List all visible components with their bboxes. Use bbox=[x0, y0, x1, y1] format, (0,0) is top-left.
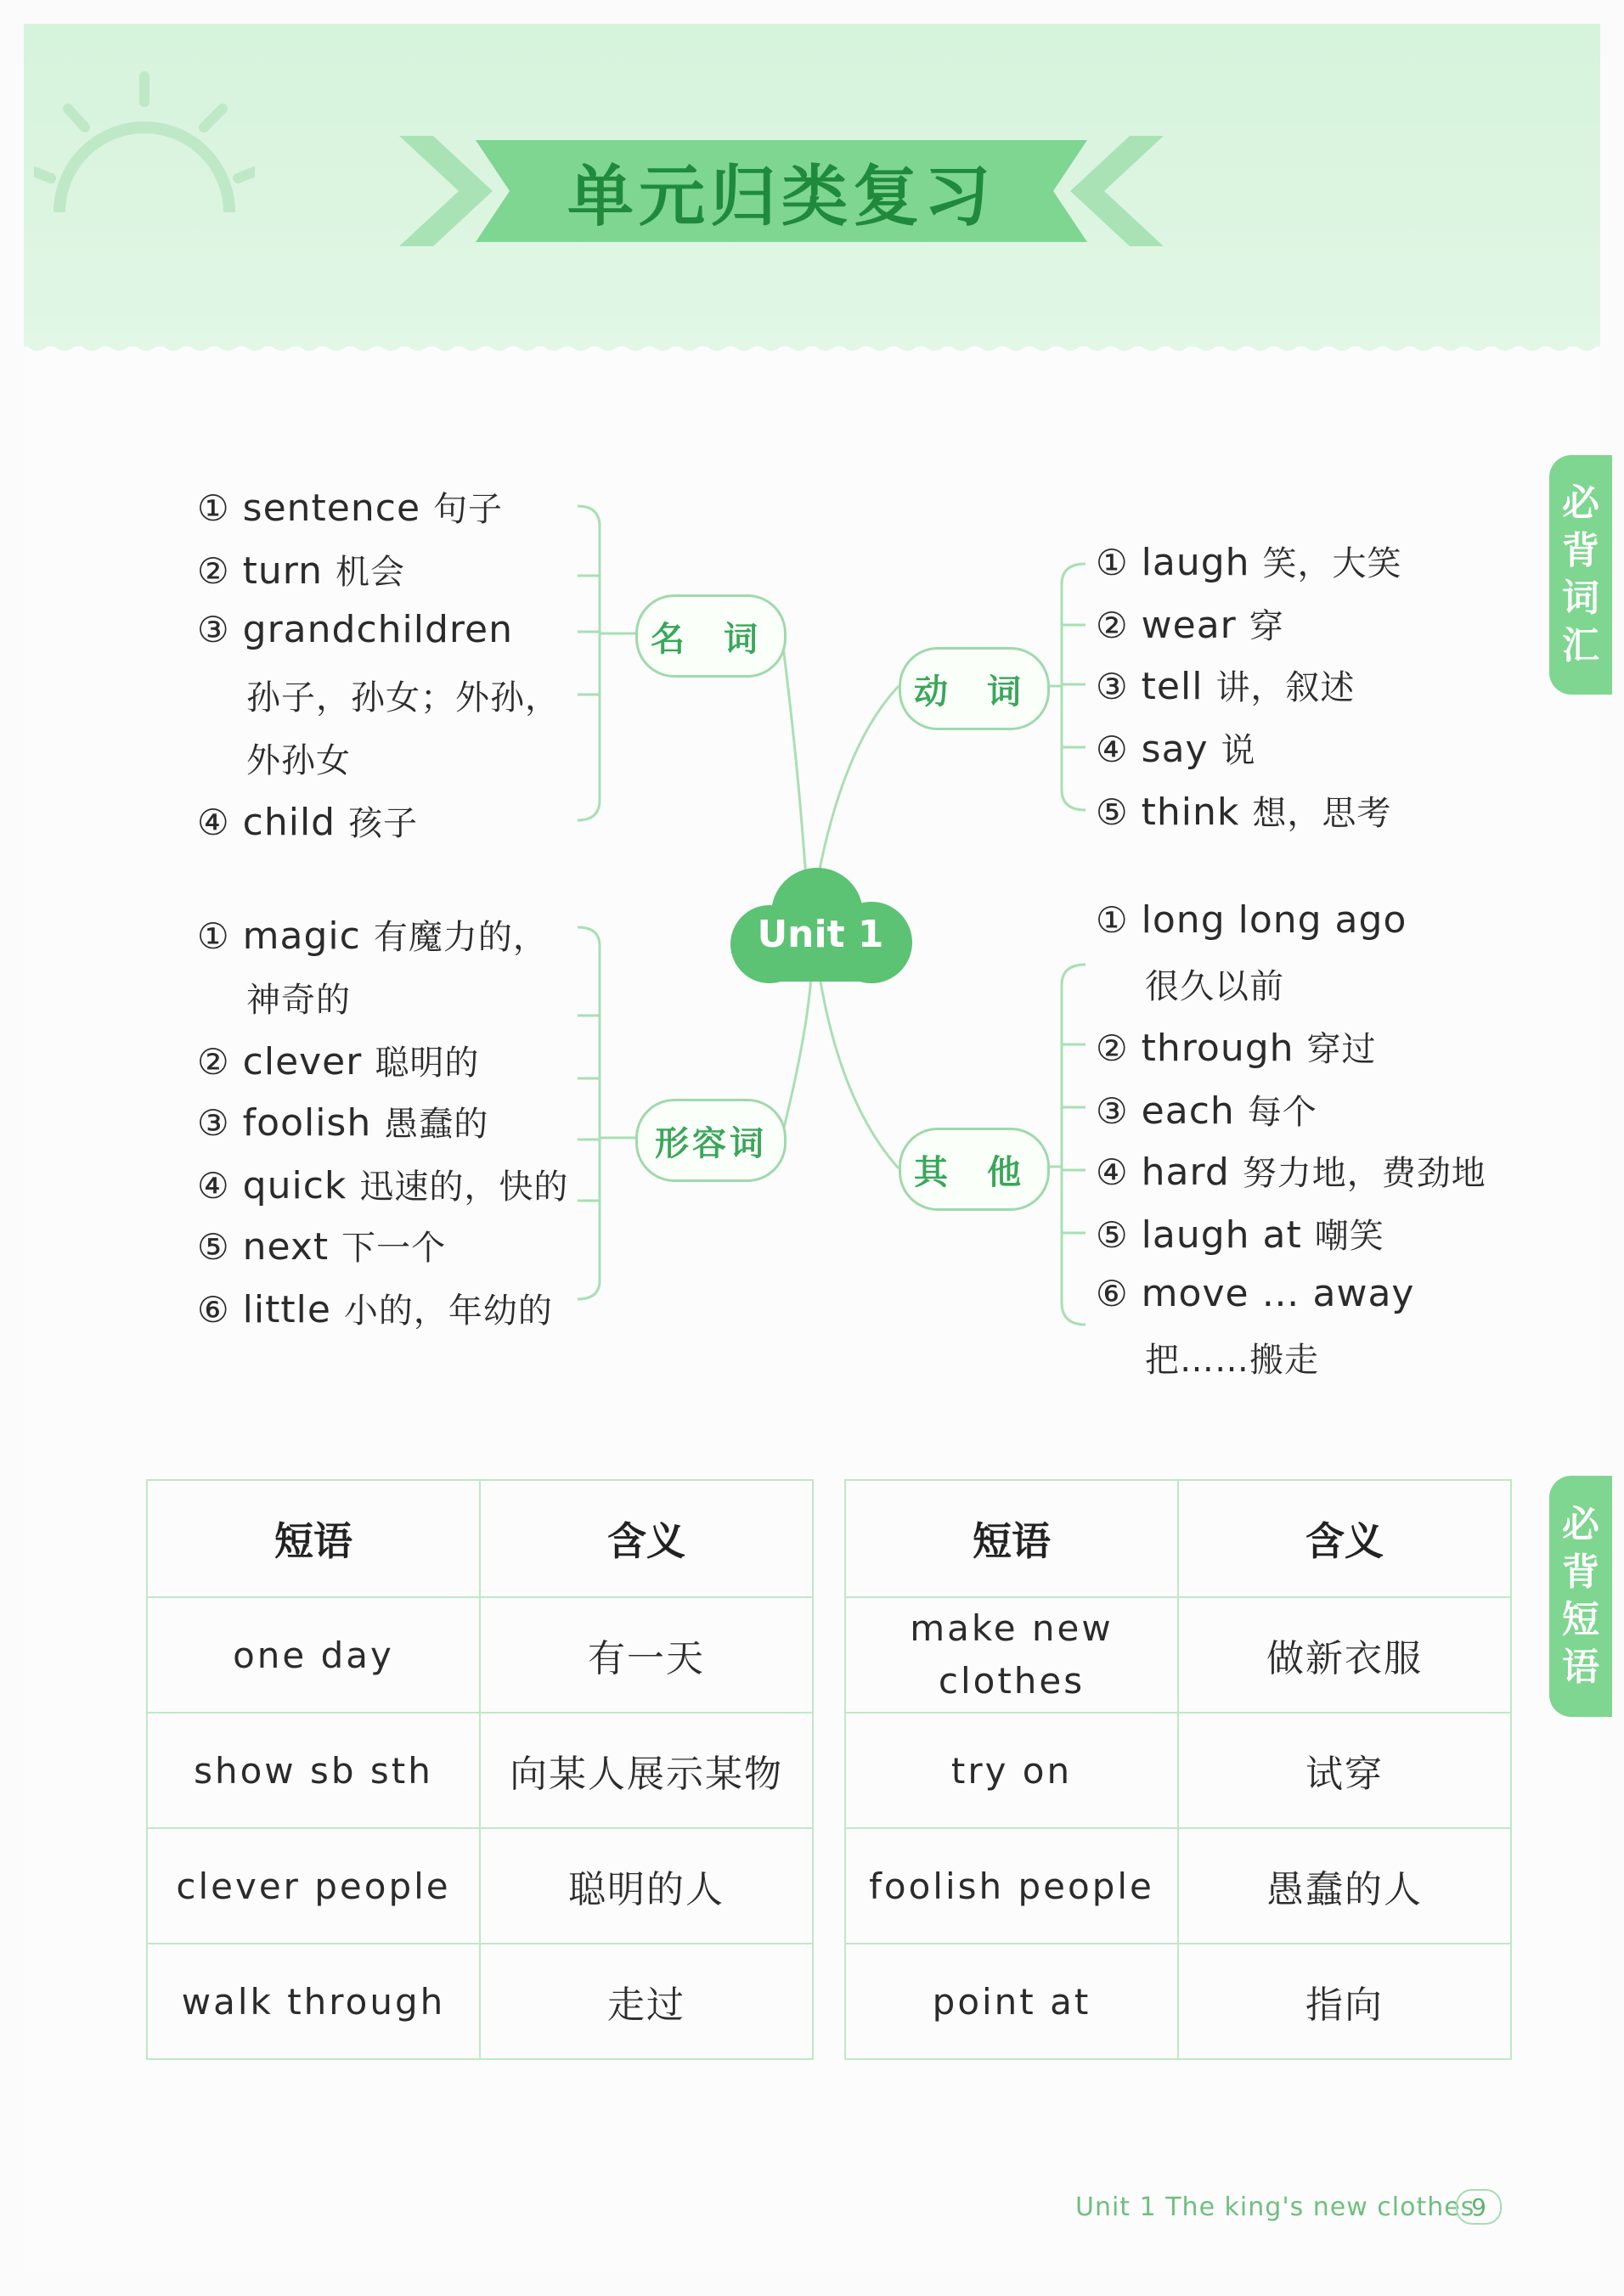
meaning-cell: 走过 bbox=[480, 1944, 813, 2059]
table-header-row bbox=[147, 1480, 1511, 1597]
item-english: laugh bbox=[1141, 541, 1250, 584]
phrase-cell: clever people bbox=[147, 1828, 480, 1944]
adjective-item bbox=[197, 1036, 479, 1084]
noun-item-continued bbox=[246, 671, 560, 719]
table-row bbox=[147, 1944, 1511, 2059]
table-header: 含义 bbox=[1178, 1480, 1511, 1597]
item-chinese: 想，思考 bbox=[1252, 794, 1392, 833]
item-chinese: 聪明的 bbox=[375, 1044, 480, 1083]
item-number: ① bbox=[197, 487, 230, 529]
table-gap bbox=[813, 1480, 845, 1597]
other-item bbox=[1096, 1146, 1486, 1195]
table-row bbox=[147, 1597, 1511, 1713]
item-english: little bbox=[242, 1288, 331, 1331]
item-number: ① bbox=[197, 915, 230, 957]
meaning-cell: 聪明的人 bbox=[480, 1828, 813, 1944]
category-verb: 动 词 bbox=[899, 647, 1050, 730]
table-header: 短语 bbox=[845, 1480, 1178, 1597]
item-english: tell bbox=[1141, 665, 1204, 708]
side-tab-char: 汇 bbox=[1562, 624, 1599, 667]
other-item bbox=[1096, 1272, 1414, 1315]
verb-item bbox=[1096, 599, 1284, 648]
item-number: ⑤ bbox=[1096, 791, 1129, 833]
item-english: laugh at bbox=[1141, 1213, 1302, 1257]
verb-item bbox=[1096, 537, 1402, 585]
item-english: think bbox=[1141, 791, 1240, 834]
table-gap bbox=[813, 1944, 845, 2059]
meaning-cell: 愚蠢的人 bbox=[1178, 1828, 1511, 1944]
verb-item bbox=[1096, 723, 1256, 772]
item-chinese: 机会 bbox=[336, 553, 405, 592]
item-english: turn bbox=[242, 549, 323, 593]
item-chinese: 有魔力的， bbox=[373, 918, 548, 957]
table-header: 含义 bbox=[480, 1480, 813, 1597]
item-english: clever bbox=[242, 1040, 363, 1083]
item-chinese: 每个 bbox=[1247, 1093, 1317, 1132]
category-adjective: 形容词 bbox=[635, 1099, 787, 1182]
item-chinese: 穿过 bbox=[1306, 1030, 1377, 1069]
item-number: ④ bbox=[197, 1165, 230, 1207]
item-english: long long ago bbox=[1141, 898, 1407, 942]
item-chinese: 迅速的，快的 bbox=[359, 1168, 569, 1207]
category-other: 其 他 bbox=[899, 1128, 1050, 1211]
item-english: grandchildren bbox=[242, 608, 513, 651]
item-chinese: 嘲笑 bbox=[1314, 1217, 1384, 1256]
item-english: magic bbox=[242, 914, 361, 958]
verb-item bbox=[1096, 786, 1391, 835]
adjective-item bbox=[197, 1284, 553, 1332]
item-number: ③ bbox=[197, 609, 230, 650]
table-gap bbox=[813, 1597, 845, 1713]
meaning-cell: 有一天 bbox=[480, 1597, 813, 1713]
item-number: ⑤ bbox=[1096, 1214, 1129, 1256]
item-number: ③ bbox=[1096, 666, 1129, 707]
item-english: each bbox=[1141, 1089, 1235, 1133]
item-chinese: 说 bbox=[1221, 731, 1256, 770]
item-english: hard bbox=[1141, 1151, 1230, 1194]
item-number: ① bbox=[1096, 899, 1129, 941]
item-english: sentence bbox=[242, 487, 421, 530]
side-tab-char: 语 bbox=[1562, 1646, 1599, 1689]
meaning-cell: 向某人展示某物 bbox=[480, 1713, 813, 1828]
adjective-item bbox=[197, 1160, 568, 1208]
item-chinese: 把……搬走 bbox=[1145, 1341, 1319, 1380]
other-item-continued bbox=[1145, 1333, 1319, 1382]
item-english: foolish bbox=[242, 1101, 372, 1145]
item-english: wear bbox=[1141, 604, 1237, 647]
item-chinese: 小的，年幼的 bbox=[343, 1292, 553, 1331]
adjective-item bbox=[197, 910, 548, 959]
adjective-item bbox=[197, 1097, 488, 1145]
table-gap bbox=[813, 1713, 845, 1828]
noun-item bbox=[197, 482, 503, 531]
item-number: ④ bbox=[197, 802, 230, 843]
other-item-continued bbox=[1145, 959, 1284, 1008]
item-chinese: 愚蠢的 bbox=[384, 1105, 489, 1144]
other-item bbox=[1096, 1085, 1317, 1134]
verb-item bbox=[1096, 661, 1355, 709]
adjective-item-continued bbox=[246, 973, 351, 1021]
item-chinese: 神奇的 bbox=[246, 981, 351, 1020]
item-number: ① bbox=[1096, 542, 1129, 583]
noun-item bbox=[197, 796, 418, 845]
phrase-cell: foolish people bbox=[845, 1828, 1178, 1944]
noun-item-continued bbox=[246, 734, 351, 782]
phrase-cell: point at bbox=[845, 1944, 1178, 2059]
table-row bbox=[147, 1828, 1511, 1944]
item-chinese: 很久以前 bbox=[1145, 967, 1284, 1006]
item-number: ② bbox=[197, 550, 230, 592]
other-item bbox=[1096, 1209, 1384, 1258]
item-number: ⑥ bbox=[197, 1289, 230, 1331]
item-number: ③ bbox=[1096, 1090, 1129, 1132]
item-chinese: 笑，大笑 bbox=[1262, 544, 1402, 583]
item-number: ④ bbox=[1096, 729, 1129, 770]
item-number: ② bbox=[197, 1041, 230, 1083]
item-english: next bbox=[242, 1225, 330, 1269]
other-item bbox=[1096, 898, 1407, 942]
item-english: quick bbox=[242, 1164, 347, 1207]
adjective-item bbox=[197, 1221, 446, 1269]
meaning-cell: 试穿 bbox=[1178, 1713, 1511, 1828]
item-chinese: 努力地，费劲地 bbox=[1242, 1154, 1486, 1193]
item-number: ⑥ bbox=[1096, 1273, 1129, 1314]
side-tab-char: 必 bbox=[1562, 481, 1599, 525]
item-chinese: 孩子 bbox=[348, 804, 419, 843]
item-chinese: 孙子，孙女；外孙， bbox=[246, 678, 560, 718]
phrase-cell: show sb sth bbox=[147, 1713, 480, 1828]
meaning-cell: 做新衣服 bbox=[1178, 1597, 1511, 1713]
item-number: ⑤ bbox=[197, 1226, 230, 1268]
meaning-cell: 指向 bbox=[1178, 1944, 1511, 2059]
phrase-cell: walk through bbox=[147, 1944, 480, 2059]
table-header: 短语 bbox=[147, 1480, 480, 1597]
page-number: 9 bbox=[1456, 2189, 1502, 2225]
side-tab-char: 必 bbox=[1562, 1503, 1599, 1546]
item-number: ④ bbox=[1096, 1151, 1129, 1193]
item-chinese: 讲，叙述 bbox=[1215, 668, 1356, 707]
noun-item bbox=[197, 608, 513, 651]
side-tab-char: 短 bbox=[1562, 1598, 1599, 1641]
category-noun: 名 词 bbox=[635, 594, 787, 678]
other-item bbox=[1096, 1022, 1377, 1071]
item-chinese: 穿 bbox=[1249, 607, 1284, 646]
page-title: 单元归类复习 bbox=[567, 159, 995, 235]
item-chinese: 外孙女 bbox=[246, 741, 351, 780]
item-english: move … away bbox=[1141, 1272, 1415, 1315]
item-english: child bbox=[242, 801, 336, 844]
mindmap-center-label: Unit 1 bbox=[757, 912, 884, 956]
side-tab-char: 背 bbox=[1562, 1550, 1599, 1594]
item-english: through bbox=[1141, 1027, 1294, 1070]
item-english: say bbox=[1141, 728, 1209, 771]
table-gap bbox=[813, 1828, 845, 1944]
footer-unit-title: Unit 1 The king's new clothes bbox=[1075, 2192, 1475, 2222]
table-row bbox=[147, 1713, 1511, 1828]
phrase-cell: try on bbox=[845, 1713, 1178, 1828]
noun-item bbox=[197, 545, 405, 594]
side-tab-char: 背 bbox=[1562, 529, 1599, 572]
phrase-cell: make new clothes bbox=[845, 1597, 1178, 1713]
side-tab-phrases bbox=[1549, 1476, 1612, 1717]
item-chinese: 下一个 bbox=[341, 1229, 447, 1268]
item-number: ② bbox=[1096, 1027, 1129, 1069]
phrase-cell: one day bbox=[147, 1597, 480, 1713]
phrase-table bbox=[146, 1479, 1512, 2060]
item-number: ③ bbox=[197, 1102, 230, 1144]
side-tab-char: 词 bbox=[1562, 577, 1599, 620]
item-number: ② bbox=[1096, 605, 1129, 646]
item-chinese: 句子 bbox=[433, 490, 504, 529]
